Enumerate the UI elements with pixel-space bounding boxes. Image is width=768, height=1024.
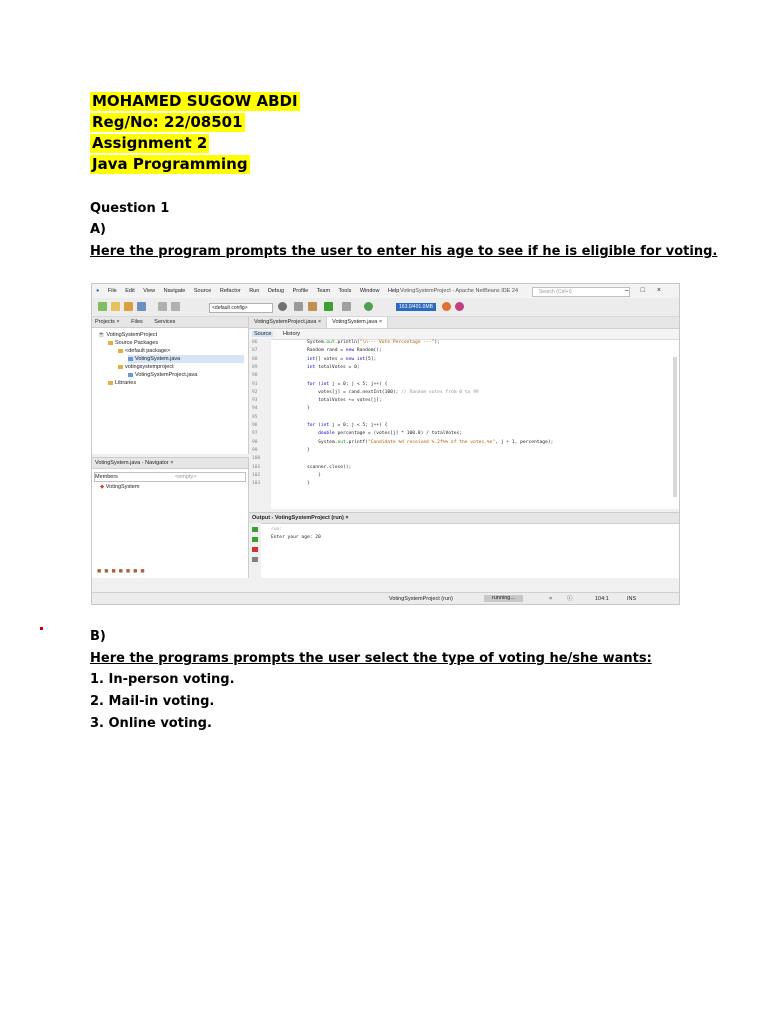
line-number: 100 bbox=[252, 456, 261, 462]
memory-indicator[interactable]: 163.0/491.0MB bbox=[396, 303, 436, 311]
part-b-text: Here the programs prompts the user select the type of voting he/she wants: bbox=[90, 651, 652, 666]
projects-tabs bbox=[92, 317, 248, 328]
rerun-icon[interactable] bbox=[252, 527, 258, 532]
open-project-icon[interactable] bbox=[124, 302, 133, 311]
navigator-members-select[interactable]: Members <empty> bbox=[94, 472, 246, 482]
code-line: int totalVotes = 0; bbox=[307, 364, 360, 370]
line-number: 87 bbox=[252, 348, 258, 354]
part-a-text: Here the program prompts the user to enter his age to see if he is eligible for voting. bbox=[90, 244, 718, 259]
assignment-title: Assignment 2 bbox=[92, 134, 208, 152]
tab-services[interactable]: Services bbox=[154, 319, 176, 325]
tree-item-votingsystemproject-java[interactable]: VotingSystemProject.java bbox=[128, 371, 197, 379]
menu-window[interactable]: Window bbox=[359, 288, 380, 294]
editor-tabs bbox=[249, 317, 679, 329]
status-insert-mode: INS bbox=[627, 596, 637, 602]
new-file-icon[interactable] bbox=[111, 302, 120, 311]
tree-item-votingsystemproject-package[interactable]: votingsystemproject bbox=[118, 363, 174, 371]
line-number-gutter bbox=[249, 339, 271, 509]
option-in-person: 1. In-person voting. bbox=[90, 672, 235, 687]
gear-icon[interactable] bbox=[278, 302, 287, 311]
menu-team[interactable]: Team bbox=[316, 288, 331, 294]
ide-menu bbox=[96, 288, 406, 294]
tab-projects[interactable]: Projects × bbox=[95, 319, 120, 325]
netbeans-logo-icon: ● bbox=[96, 288, 100, 294]
line-number: 92 bbox=[252, 389, 258, 395]
package-icon bbox=[118, 365, 123, 369]
line-number: 95 bbox=[252, 414, 258, 420]
editor-tab-votingsystem[interactable]: VotingSystem.java × bbox=[327, 317, 388, 328]
question-title: Question 1 bbox=[90, 201, 170, 216]
navigator-panel bbox=[92, 457, 249, 578]
editor-scrollbar[interactable] bbox=[673, 357, 677, 497]
line-number: 93 bbox=[252, 398, 258, 404]
tab-files[interactable]: Files bbox=[131, 319, 143, 325]
code-line: } bbox=[307, 481, 310, 487]
status-info-icon[interactable]: ⓘ bbox=[567, 596, 573, 602]
java-file-icon bbox=[128, 357, 133, 361]
projects-panel bbox=[92, 317, 249, 454]
line-number: 94 bbox=[252, 406, 258, 412]
ide-toolbar bbox=[92, 298, 679, 317]
line-number: 97 bbox=[252, 431, 258, 437]
code-line: votes[j] = rand.nextInt(100); // Random votes from 0 to 99 bbox=[318, 389, 479, 395]
code-line: double percentage = (votes[j] * 100.0) / totalVotes; bbox=[318, 431, 463, 437]
line-number: 90 bbox=[252, 373, 258, 379]
status-position: 104:1 bbox=[595, 596, 609, 602]
menu-help[interactable]: Help bbox=[387, 288, 400, 294]
line-number: 98 bbox=[252, 439, 258, 445]
code-line: for (int j = 0; j < 5; j++) { bbox=[307, 423, 388, 428]
status-close-icon[interactable]: × bbox=[549, 596, 553, 602]
run-icon[interactable] bbox=[324, 302, 333, 311]
code-line: scanner.close(); bbox=[307, 464, 352, 470]
menu-refactor[interactable]: Refactor bbox=[219, 288, 241, 294]
code-line: } bbox=[307, 406, 310, 412]
status-project: VotingSystemProject (run) bbox=[389, 596, 453, 602]
option-mail-in: 2. Mail-in voting. bbox=[90, 694, 215, 709]
output-side-toolbar bbox=[249, 523, 261, 578]
java-file-icon bbox=[128, 373, 133, 377]
stop-icon[interactable] bbox=[252, 547, 258, 552]
status-bar bbox=[92, 592, 679, 605]
profiler-snapshot-icon[interactable] bbox=[455, 302, 464, 311]
line-number: 96 bbox=[252, 423, 258, 428]
settings-icon[interactable] bbox=[252, 557, 258, 562]
menu-source[interactable]: Source bbox=[193, 288, 212, 294]
menu-view[interactable]: View bbox=[143, 288, 156, 294]
menu-profile[interactable]: Profile bbox=[292, 288, 309, 294]
line-number: 88 bbox=[252, 356, 258, 362]
clean-build-icon[interactable] bbox=[308, 302, 317, 311]
library-icon bbox=[108, 381, 113, 385]
line-number: 103 bbox=[252, 481, 261, 487]
undo-icon[interactable] bbox=[158, 302, 167, 311]
tree-item-default-package[interactable]: <default package> bbox=[118, 347, 170, 355]
menu-run[interactable]: Run bbox=[249, 288, 260, 294]
line-number: 86 bbox=[252, 340, 258, 345]
output-text: run: Enter your age: 20 bbox=[271, 527, 321, 540]
ide-titlebar bbox=[92, 284, 679, 298]
output-panel bbox=[249, 512, 679, 578]
window-controls[interactable]: –□× bbox=[624, 287, 673, 294]
redo-icon[interactable] bbox=[171, 302, 180, 311]
part-b-label: B) bbox=[90, 629, 106, 644]
code-line: int[] votes = new int[5]; bbox=[307, 356, 377, 362]
line-number: 91 bbox=[252, 381, 258, 387]
tree-item-libraries[interactable]: Libraries bbox=[108, 379, 136, 387]
code-line: System.out.println("\n--- Vote Percentage ---"); bbox=[307, 340, 440, 345]
code-line: } bbox=[307, 472, 321, 478]
option-online: 3. Online voting. bbox=[90, 716, 212, 731]
package-icon bbox=[118, 349, 123, 353]
build-icon[interactable] bbox=[294, 302, 303, 311]
gc-icon[interactable] bbox=[442, 302, 451, 311]
save-all-icon[interactable] bbox=[137, 302, 146, 311]
menu-edit[interactable]: Edit bbox=[125, 288, 135, 294]
editor-tab-votingsystemproject[interactable]: VotingSystemProject.java × bbox=[249, 317, 327, 328]
tree-item-source-packages[interactable]: Source Packages bbox=[108, 339, 158, 347]
output-tab[interactable]: Output - VotingSystemProject (run) × bbox=[249, 513, 679, 524]
history-mode-button[interactable]: History bbox=[282, 331, 301, 337]
source-mode-button[interactable]: Source bbox=[254, 331, 272, 337]
status-running: running... bbox=[484, 595, 523, 602]
line-number: 101 bbox=[252, 464, 261, 470]
reg-number: Reg/No: 22/08501 bbox=[92, 113, 243, 131]
ide-screenshot bbox=[91, 283, 680, 605]
code-line: totalVotes += votes[j]; bbox=[318, 398, 382, 404]
stray-mark bbox=[40, 627, 43, 630]
student-name: MOHAMED SUGOW ABDI bbox=[92, 92, 298, 110]
tree-item-voting-system-java[interactable]: VotingSystem.java bbox=[128, 355, 244, 363]
class-icon: ◆ bbox=[100, 484, 105, 490]
coffee-cup-icon: ☕ bbox=[98, 332, 105, 338]
navigator-empty: <empty> bbox=[175, 474, 197, 480]
search-input[interactable]: Search (Ctrl+I) bbox=[532, 287, 630, 297]
line-number: 102 bbox=[252, 472, 261, 478]
navigator-title: VotingSystem.java - Navigator × bbox=[92, 458, 248, 469]
rerun-customized-icon[interactable] bbox=[252, 537, 258, 542]
new-project-icon[interactable] bbox=[98, 302, 107, 311]
menu-file[interactable]: File bbox=[107, 288, 117, 294]
debug-icon[interactable] bbox=[342, 302, 351, 311]
profile-icon[interactable] bbox=[364, 302, 373, 311]
menu-tools[interactable]: Tools bbox=[338, 288, 352, 294]
navigator-item[interactable]: ◆ VotingSystem bbox=[100, 484, 140, 490]
navigator-bottom-toolbar: ■■■■■■■ bbox=[97, 568, 148, 575]
part-a-label: A) bbox=[90, 222, 107, 237]
line-number: 89 bbox=[252, 364, 258, 370]
code-editor bbox=[249, 317, 679, 509]
line-number: 99 bbox=[252, 447, 258, 453]
code-line: } bbox=[307, 447, 310, 453]
menu-debug[interactable]: Debug bbox=[267, 288, 285, 294]
code-line: for (int j = 0; j < 5; j++) { bbox=[307, 381, 388, 387]
code-line: System.out.printf("Candidate %d received %.2f%% of the votes.%n", j + 1, percentage); bbox=[318, 439, 554, 445]
config-select[interactable]: <default config> bbox=[209, 303, 273, 313]
course-title: Java Programming bbox=[92, 155, 248, 173]
menu-navigate[interactable]: Navigate bbox=[163, 288, 186, 294]
folder-icon bbox=[108, 341, 113, 345]
window-title: VotingSystemProject - Apache NetBeans IDE 24 bbox=[400, 288, 519, 294]
code-line: Random rand = new Random(); bbox=[307, 348, 382, 354]
tree-item-project[interactable]: ☕ VotingSystemProject bbox=[98, 332, 158, 338]
code-area[interactable] bbox=[273, 339, 673, 509]
